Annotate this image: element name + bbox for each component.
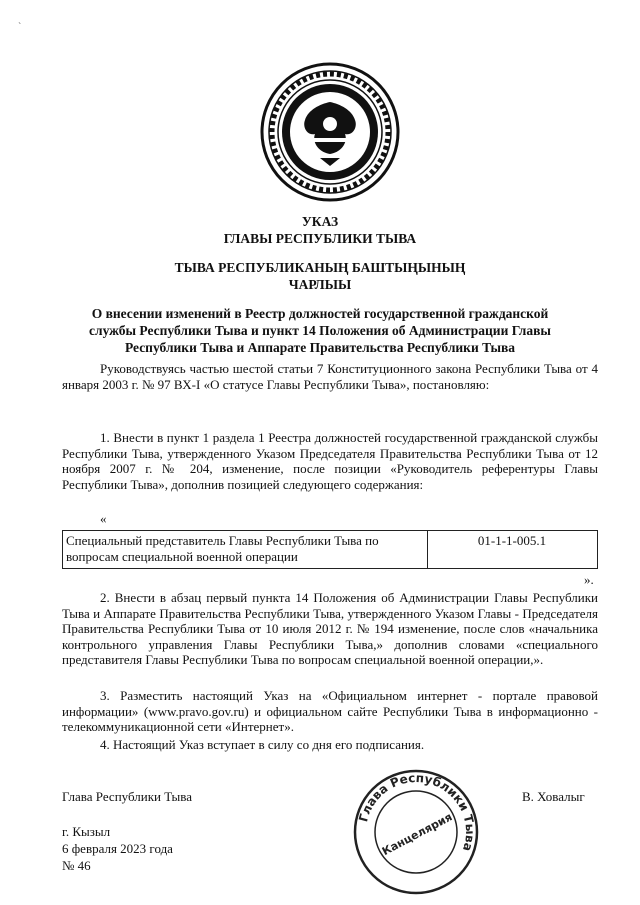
official-stamp-icon xyxy=(352,768,480,896)
decree-title: УКАЗ xyxy=(301,214,339,229)
signing-date: 6 февраля 2023 года xyxy=(62,841,173,856)
signatory-title: Глава Республики Тыва xyxy=(62,789,193,804)
tuva-coat-of-arms-icon xyxy=(260,62,400,202)
decree-number: № 46 xyxy=(62,858,91,873)
signatory-name: В. Ховалыг xyxy=(522,789,585,804)
item-4-paragraph: 4. Настоящий Указ вступает в силу со дня его подписания. xyxy=(100,737,425,752)
table-row xyxy=(63,531,598,569)
svg-text:Канцелярия: Канцелярия xyxy=(379,810,455,859)
subject-line-1: О внесении изменений в Реестр должностей государственной гражданской xyxy=(91,306,549,321)
subject-line-3: Республики Тыва и Аппарате Правительства Республики Тыва xyxy=(124,340,516,355)
open-quote: « xyxy=(100,511,107,526)
decree-issuer: ГЛАВЫ РЕСПУБЛИКИ ТЫВА xyxy=(223,231,417,246)
registry-table xyxy=(62,530,598,569)
signing-city: г. Кызыл xyxy=(62,824,111,839)
decree-title-tuvan-2: ЧАРЛЫЫ xyxy=(288,277,352,292)
decree-title-tuvan: ТЫВА РЕСПУБЛИКАНЫҢ БАШТЫҢЫНЫҢ xyxy=(174,260,466,275)
scan-mark: ` xyxy=(18,22,22,33)
svg-text:Глава Республики Тыва: Глава Республики Тыва xyxy=(356,770,478,854)
preamble-paragraph: Руководствуясь частью шестой статьи 7 Конституционного закона Республики Тыва от 4 января 2003 г. № 97 ВХ-I «О статусе Главы Республики Тыва», постановляю: xyxy=(62,361,598,392)
position-cell: Специальный представитель Главы Республики Тыва по вопросам специальной военной операции xyxy=(63,531,428,569)
item-3-paragraph: 3. Разместить настоящий Указ на «Официальном интернет - портале правовой информации» (www.pravo.gov.ru) и официальном сайте Республики Тыва в информационно - телекоммуникационной сети «Интернет». xyxy=(62,688,598,735)
item-1-paragraph: 1. Внести в пункт 1 раздела 1 Реестра должностей государственной гражданской службы Республики Тыва, утвержденного Указом Председателя Правительства Республики Тыва от 12 ноября 2007 г. № 204, изменение, после позиции «Руководитель референтуры Главы Республики Тыва», дополнив позицией следующего содержания: xyxy=(62,430,598,492)
item-2-paragraph: 2. Внести в абзац первый пункта 14 Положения об Администрации Главы Республики Тыва и Аппарате Правительства Республики Тыва, утвержденного Указом Главы - Председателя Правительства Республики Тыва от 10 июля 2012 г. № 194 изменение, после слов «начальника контрольного управления Главы Республики Тыва,» дополнив словами «специального представителя Главы Республики Тыва по вопросам специальной военной операции,». xyxy=(62,590,598,668)
code-cell: 01-1-1-005.1 xyxy=(428,531,598,569)
close-quote: ». xyxy=(584,572,594,587)
subject-line-2: службы Республики Тыва и пункт 14 Положения об Администрации Главы xyxy=(89,323,551,338)
